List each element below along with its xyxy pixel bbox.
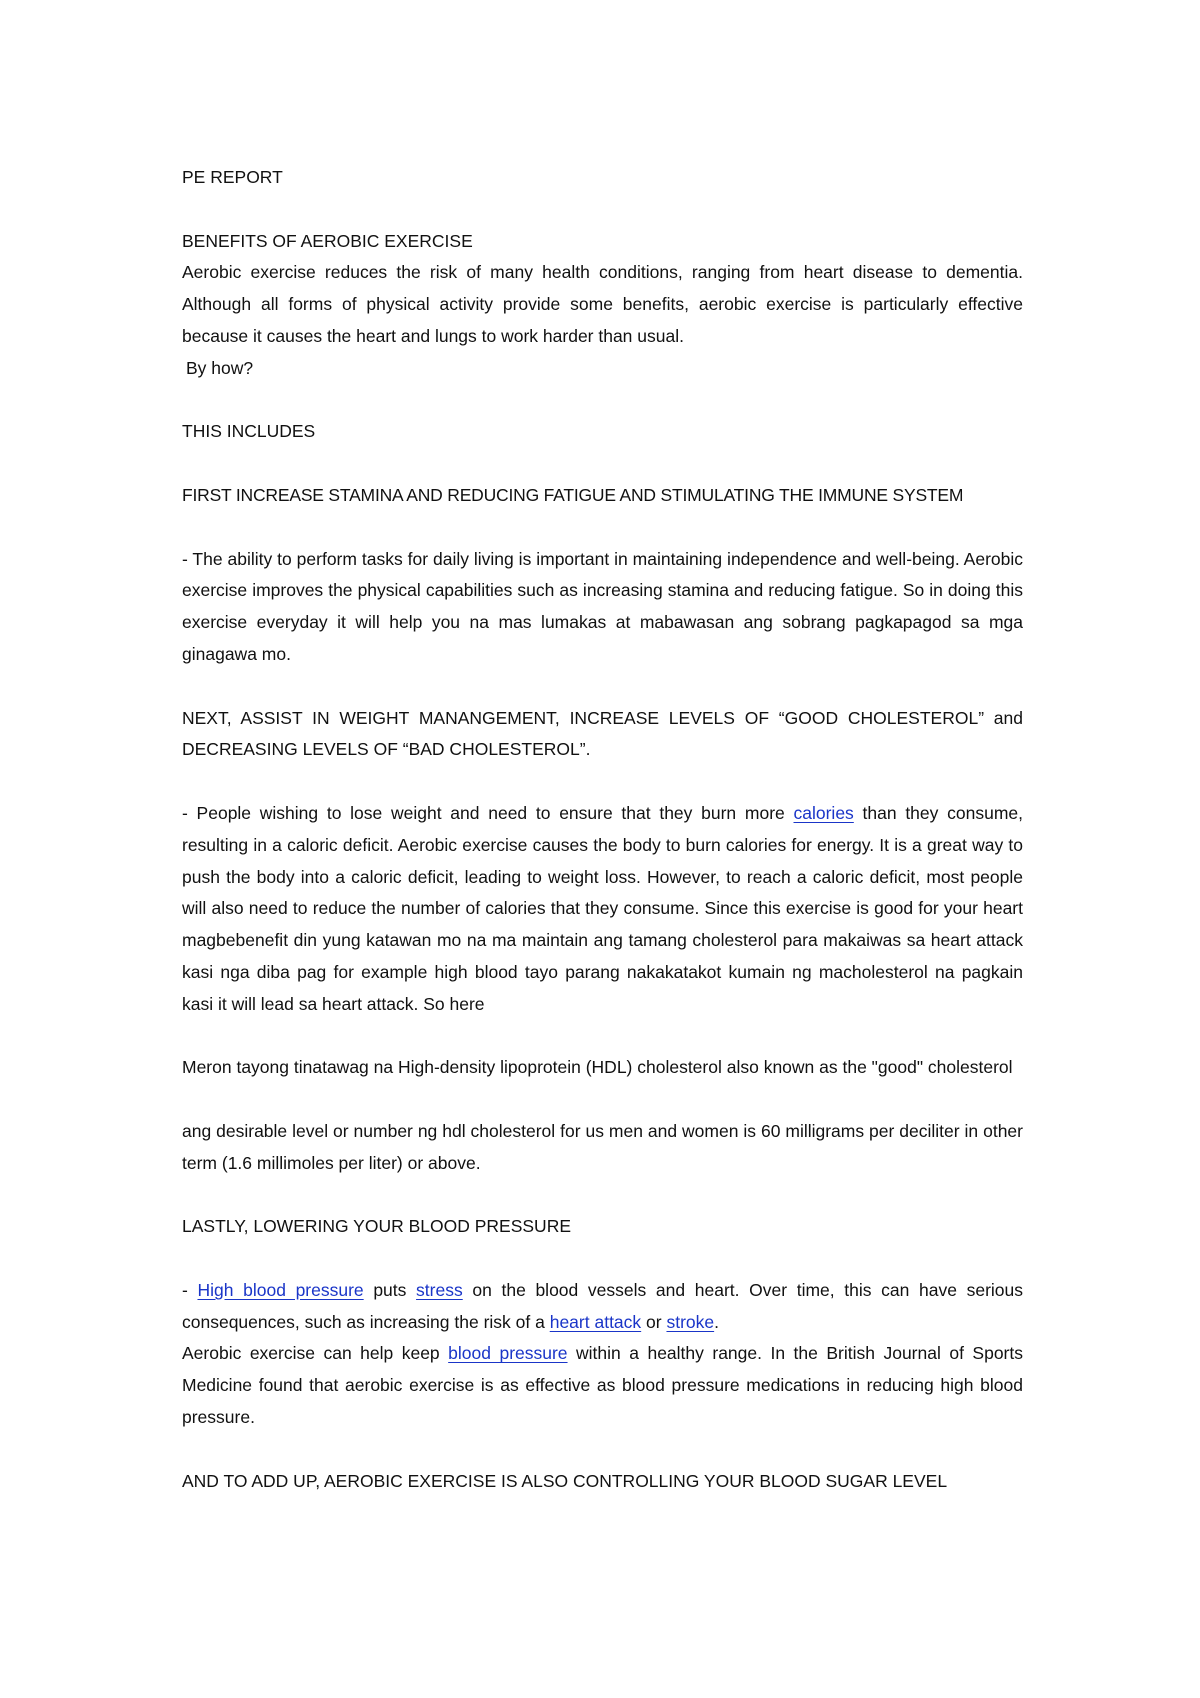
document-page: [182, 162, 1023, 1497]
next-heading: NEXT, ASSIST IN WEIGHT MANANGEMENT, INCREASE LEVELS OF “GOOD CHOLESTEROL” and DECREASING LEVELS OF “BAD CHOLESTEROL”.: [182, 707, 1023, 760]
high-blood-pressure-link[interactable]: High blood pressure: [197, 1279, 364, 1300]
desirable-paragraph: ang desirable level or number ng hdl cholesterol for us men and women is 60 milligrams per deciliter in other term (1.6 millimoles per liter) or above.: [182, 1120, 1023, 1173]
doc-title: PE REPORT: [182, 167, 283, 187]
lastly-body: [182, 1275, 1023, 1339]
lastly-text-4: .: [714, 1311, 719, 1332]
first-heading: FIRST INCREASE STAMINA AND REDUCING FATIGUE AND STIMULATING THE IMMUNE SYSTEM: [182, 484, 964, 505]
stroke-link[interactable]: stroke: [666, 1311, 715, 1332]
spacer: [182, 1084, 1023, 1116]
lastly-dash: -: [182, 1279, 198, 1300]
spacer: [182, 1434, 1023, 1466]
spacer: [182, 194, 1023, 226]
lastly-heading: LASTLY, LOWERING YOUR BLOOD PRESSURE: [182, 1216, 571, 1237]
spacer: [182, 1180, 1023, 1212]
bp-text-1: Aerobic exercise can help keep: [182, 1343, 449, 1364]
spacer: [182, 766, 1023, 798]
lastly-text-1: puts: [363, 1279, 417, 1300]
spacer: [182, 1243, 1023, 1275]
calories-link[interactable]: calories: [793, 802, 854, 823]
final-heading: AND TO ADD UP, AEROBIC EXERCISE IS ALSO CONTROLLING YOUR BLOOD SUGAR LEVEL: [182, 1470, 948, 1491]
blood-pressure-link[interactable]: blood pressure: [448, 1343, 568, 1364]
stress-link[interactable]: stress: [416, 1279, 463, 1300]
spacer: [182, 671, 1023, 703]
spacer: [182, 1021, 1023, 1053]
first-body: - The ability to perform tasks for daily living is important in maintaining independence and well-being. Aerobic exercise improves the physical capabilities such as increasing stamina and reducing fatigue. So in doing this exercise everyday it will help you na mas lumakas at mabawasan ang sobrang pagkapagod sa mga ginagawa mo.: [182, 548, 1023, 664]
bp-body: [182, 1338, 1023, 1433]
intro-paragraph: Aerobic exercise reduces the risk of many health conditions, ranging from heart disease to dementia. Although all forms of physical activity provide some benefits, aerobic exercise is particularly effective because it causes the heart and lungs to work harder than usual.: [182, 262, 1023, 346]
next-body-part1: - People wishing to lose weight and need to ensure that they burn more: [182, 802, 794, 823]
hdl-paragraph: Meron tayong tinatawag na High-density lipoprotein (HDL) cholesterol also known as the "good" cholesterol: [182, 1057, 1013, 1078]
spacer: [182, 512, 1023, 544]
next-body: [182, 798, 1023, 1021]
next-body-part2: than they consume, resulting in a caloric deficit. Aerobic exercise causes the body to burn calories for energy. It is a great way to push the body into a caloric deficit, leading to weight loss. However, to reach a caloric deficit, most people will also need to reduce the number of calories that they consume. Since this exercise is good for your heart magbebenefit din yung katawan mo na ma maintain ang tamang cholesterol para makaiwas sa heart attack kasi nga diba pag for example high blood tayo parang nakakatakot kumain ng macholesterol na pagkain kasi it will lead sa heart attack. So here: [182, 802, 1023, 1014]
lastly-text-3: or: [641, 1311, 667, 1332]
heart-attack-link[interactable]: heart attack: [549, 1311, 642, 1332]
by-how-line: By how?: [186, 357, 254, 378]
bp-text-2: within a healthy range. In the British Journal of Sports Medicine found that aerobic exercise is as effective as blood pressure medications in reducing high blood pressure.: [182, 1343, 1023, 1428]
spacer: [182, 448, 1023, 480]
spacer: [182, 385, 1023, 417]
this-includes-heading: THIS INCLUDES: [182, 421, 316, 442]
lastly-text-2: on the blood vessels and heart. Over time, this can have serious consequences, such as increasing the risk of a: [182, 1279, 1023, 1332]
section-heading: BENEFITS OF AEROBIC EXERCISE: [182, 230, 473, 251]
